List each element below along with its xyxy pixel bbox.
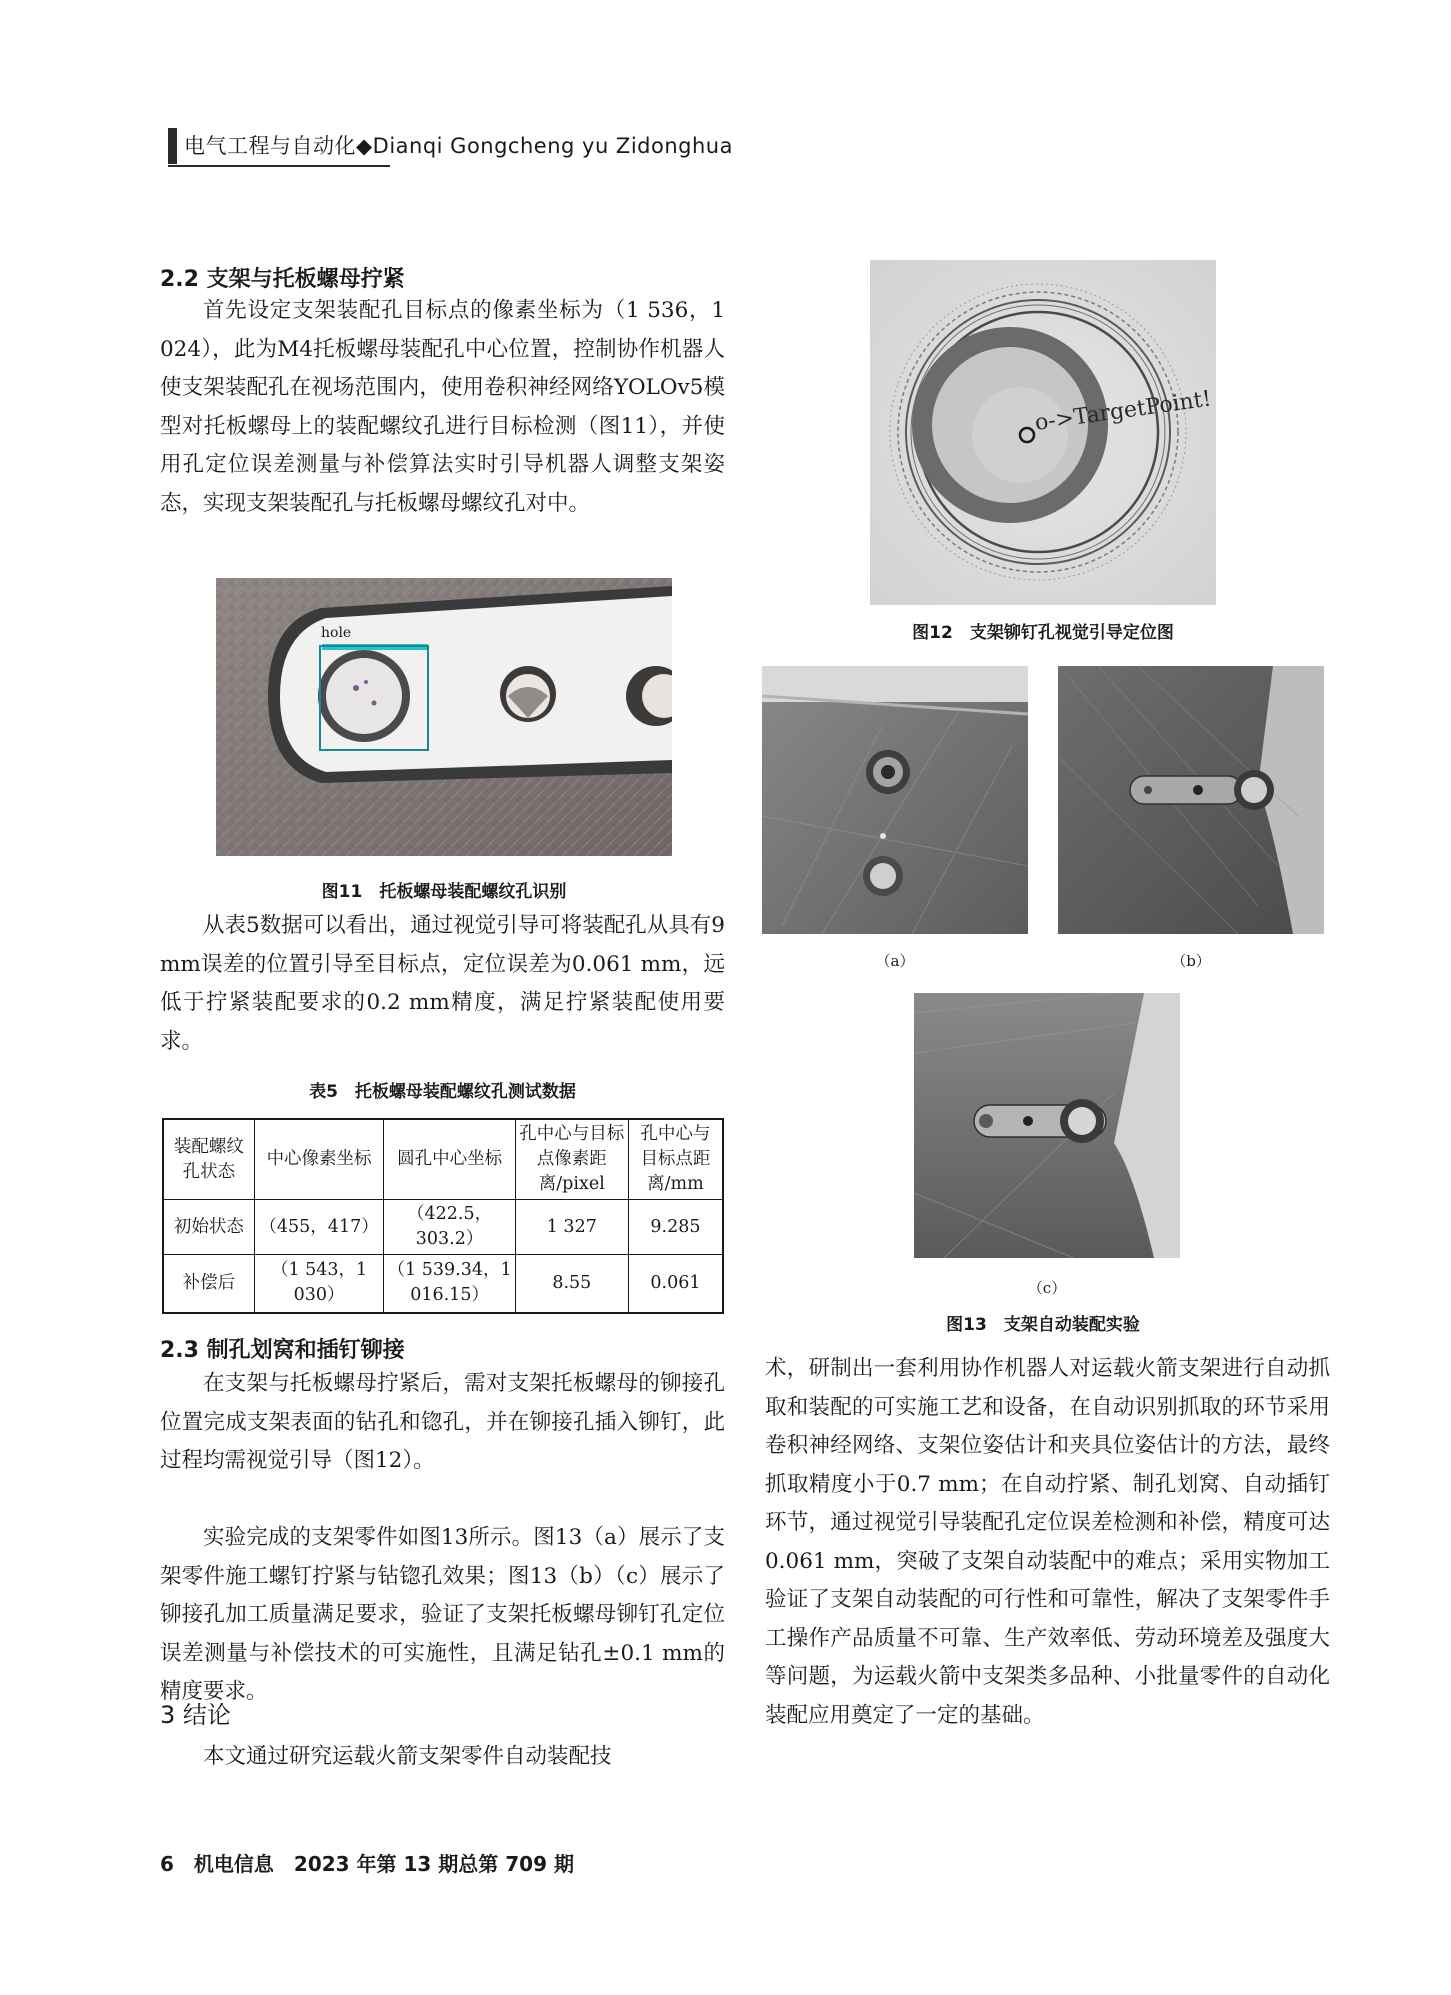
figure-11-caption: 图11 托板螺母装配螺纹孔识别: [321, 882, 567, 902]
paragraph-2-3-2: 实验完成的支架零件如图13所示。图13（a）展示了支架零件施工螺钉拧紧与钻锪孔效果；图13（b）（c）展示了铆接孔加工质量满足要求，验证了支架托板螺母铆钉孔定位误差测量与补偿技术的可实施性，且满足钻孔±0.1 mm的精度要求。: [160, 1525, 725, 1704]
table-header-cell: 孔中心与目标点距离/mm: [628, 1119, 723, 1200]
figure-12-caption: 图12 支架铆钉孔视觉引导定位图: [912, 623, 1174, 643]
section-heading-3: 3 结论: [160, 1701, 231, 1729]
table-row: [163, 1200, 723, 1255]
section-heading-2-3: 2.3 制孔划窝和插钉铆接: [160, 1338, 405, 1363]
table-cell: 0.061: [628, 1255, 723, 1313]
table-cell: （455，417）: [254, 1200, 384, 1255]
figure-13c-image: [914, 993, 1180, 1258]
table-header-cell: 孔中心与目标点像素距离/pixel: [515, 1119, 628, 1200]
table-cell: （422.5，303.2）: [384, 1200, 515, 1255]
journal-title-cn: 电气工程与自动化: [184, 134, 356, 158]
table-cell: 初始状态: [163, 1200, 254, 1255]
paragraph-2-2-2: 从表5数据可以看出，通过视觉引导可将装配孔从具有9 mm误差的位置引导至目标点，定位误差为0.061 mm，远低于拧紧装配要求的0.2 mm精度，满足拧紧装配使用要求。: [160, 913, 725, 1054]
table-cell: 8.55: [515, 1255, 628, 1313]
table-header-cell: 圆孔中心坐标: [384, 1119, 515, 1200]
paragraph-2-2-1: 首先设定支架装配孔目标点的像素坐标为（1 536，1 024），此为M4托板螺母装配孔中心位置，控制协作机器人使支架装配孔在视场范围内，使用卷积神经网络YOLOv5模型对托板螺母上的装配螺纹孔进行目标检测（图11），并使用孔定位误差测量与补偿算法实时引导机器人调整支架姿态，实现支架装配孔与托板螺母螺纹孔对中。: [160, 298, 725, 516]
paragraph-3-right: 术，研制出一套利用协作机器人对运载火箭支架进行自动抓取和装配的可实施工艺和设备，在自动识别抓取的环节采用卷积神经网络、支架位姿估计和夹具位姿估计的方法，最终抓取精度小于0.7 mm；在自动拧紧、制孔划窝、自动插钉环节，通过视觉引导装配孔定位误差检测和补偿，精度可达0.061 mm，突破了支架自动装配中的难点；采用实物加工验证了支架自动装配的可行性和可靠性，解决了支架零件手工操作产品质量不可靠、生产效率低、劳动环境差及强度大等问题，为运载火箭中支架类多品种、小批量零件的自动化装配应用奠定了一定的基础。: [765, 1356, 1330, 1728]
table-header-row: [163, 1119, 723, 1200]
table-5: [162, 1118, 724, 1314]
figure-13b-image: [1058, 666, 1324, 934]
paragraph-2-3-1: 在支架与托板螺母拧紧后，需对支架托板螺母的铆接孔位置完成支架表面的钻孔和锪孔，并在铆接孔插入铆钉，此过程均需视觉引导（图12）。: [160, 1371, 725, 1473]
journal-header: [184, 130, 733, 160]
table-cell: （1 539.34，1 016.15）: [384, 1255, 515, 1313]
paragraph-3-left: 本文通过研究运载火箭支架零件自动装配技: [203, 1744, 612, 1769]
table-cell: 1 327: [515, 1200, 628, 1255]
table-row: [163, 1255, 723, 1313]
figure-13c-label: （c）: [1027, 1279, 1067, 1297]
detection-label: hole: [321, 625, 352, 641]
table-header-cell: 中心像素坐标: [254, 1119, 384, 1200]
page-footer: 6 机电信息 2023 年第 13 期总第 709 期: [160, 1852, 574, 1876]
table-cell: 补偿后: [163, 1255, 254, 1313]
header-rule: [168, 165, 390, 167]
figure-13-caption: 图13 支架自动装配实验: [946, 1315, 1140, 1335]
target-point-label: o->TargetPoint!: [1033, 386, 1213, 436]
figure-12-image: [870, 260, 1216, 605]
table-cell: 9.285: [628, 1200, 723, 1255]
figure-13a-image: [762, 666, 1028, 934]
figure-13b-label: （b）: [1171, 952, 1211, 970]
header-bar: [168, 128, 177, 164]
section-heading-2-2: 2.2 支架与托板螺母拧紧: [160, 267, 405, 292]
table-header-cell: 装配螺纹孔状态: [163, 1119, 254, 1200]
journal-title-en: ◆Dianqi Gongcheng yu Zidonghua: [356, 134, 733, 158]
figure-13a-label: （a）: [875, 952, 915, 970]
table-5-caption: 表5 托板螺母装配螺纹孔测试数据: [309, 1082, 576, 1102]
figure-11-image: [216, 578, 672, 856]
table-cell: （1 543，1 030）: [254, 1255, 384, 1313]
